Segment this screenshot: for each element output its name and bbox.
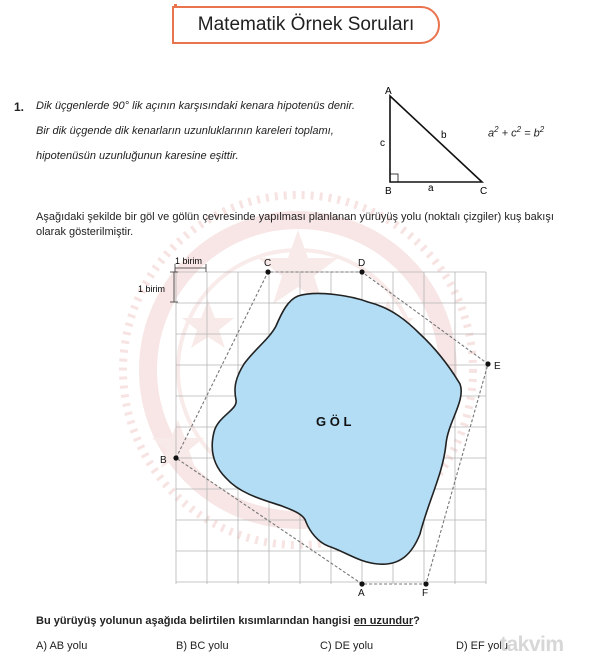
- vertex-a: A: [385, 86, 392, 97]
- question-number: 1.: [14, 100, 25, 114]
- unit-vertical-label: 1 birim: [138, 284, 166, 294]
- point-d: [359, 269, 364, 274]
- lake-label: G Ö L: [316, 414, 352, 429]
- question-line-2: Bir dik üçgende dik kenarların uzunluklarının kareleri toplamı,: [36, 125, 334, 137]
- formula-b: b: [533, 127, 540, 140]
- label-b: B: [160, 455, 167, 466]
- lake-figure: [130, 252, 520, 602]
- formula-exp-c: 2: [516, 125, 522, 134]
- side-b-label: b: [441, 130, 447, 141]
- formula-plus: +: [498, 127, 512, 140]
- page-title-text: Matematik Örnek Soruları: [197, 14, 415, 35]
- point-f: [423, 581, 428, 586]
- point-c: [265, 269, 270, 274]
- page-title: [172, 6, 440, 44]
- option-a[interactable]: A) AB yolu: [36, 640, 88, 652]
- point-b: [173, 455, 178, 460]
- formula-equals: =: [521, 127, 534, 140]
- figure-description: Aşağıdaki şekilde bir göl ve gölün çevresinde yapılması planlanan yürüyüş yolu (noktalı çizgiler) kuş bakışı olarak gösterilmiştir.: [36, 211, 554, 238]
- formula-a: a: [488, 127, 495, 140]
- question-line-3: hipotenüsün uzunluğunun karesine eşittir.: [36, 150, 239, 162]
- right-angle-marker: [390, 174, 398, 182]
- side-c-label: c: [380, 138, 385, 149]
- label-d: D: [358, 258, 366, 269]
- formula-c: c: [511, 127, 517, 140]
- option-d[interactable]: D) EF yolu: [456, 640, 508, 652]
- vertex-b: B: [385, 186, 392, 197]
- pythagorean-formula: [488, 125, 544, 140]
- question-prompt: [36, 615, 420, 627]
- label-c: C: [264, 258, 272, 269]
- answer-options: [36, 640, 576, 656]
- question-line-1: Dik üçgenlerde 90° lik açının karşısındaki kenara hipotenüs denir.: [36, 100, 355, 112]
- label-e: E: [494, 361, 501, 372]
- prompt-text: Bu yürüyüş yolunun aşağıda belirtilen kısımlarından hangisi: [36, 615, 354, 627]
- formula-exp-b: 2: [539, 125, 545, 134]
- label-a: A: [358, 588, 365, 599]
- prompt-end: ?: [413, 615, 420, 627]
- vertex-c: C: [480, 186, 488, 197]
- triangle-shape: [390, 96, 482, 182]
- label-f: F: [422, 588, 429, 599]
- formula-exp-a: 2: [494, 125, 499, 134]
- point-e: [485, 361, 490, 366]
- prompt-emphasis: en uzundur: [353, 615, 414, 627]
- option-c[interactable]: C) DE yolu: [320, 640, 374, 652]
- point-a: [359, 581, 364, 586]
- side-a-label: a: [428, 183, 434, 194]
- unit-horizontal-label: 1 birim: [175, 256, 203, 266]
- takvim-logo: takvim: [500, 633, 564, 656]
- option-b[interactable]: B) BC yolu: [176, 640, 229, 652]
- right-triangle-diagram: [370, 86, 570, 198]
